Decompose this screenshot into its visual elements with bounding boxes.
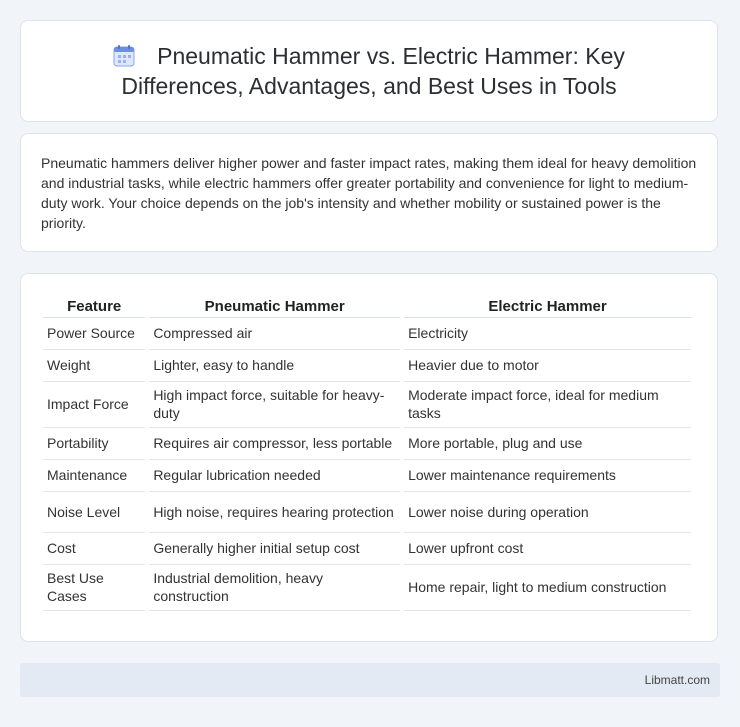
table-row <box>43 382 691 428</box>
table-row <box>43 350 691 382</box>
comparison-table-card <box>20 273 718 642</box>
electric-cell: Lower maintenance requirements <box>404 460 691 492</box>
electric-cell: Lower upfront cost <box>404 533 691 565</box>
feature-cell: Cost <box>43 533 145 565</box>
pneumatic-cell: Generally higher initial setup cost <box>149 533 400 565</box>
feature-cell: Maintenance <box>43 460 145 492</box>
pneumatic-cell: Requires air compressor, less portable <box>149 428 400 460</box>
table-row <box>43 428 691 460</box>
calendar-icon <box>113 45 135 67</box>
feature-cell: Best Use Cases <box>43 565 145 611</box>
pneumatic-cell: High noise, requires hearing protection <box>149 492 400 533</box>
title-card <box>20 20 718 122</box>
feature-cell: Power Source <box>43 318 145 350</box>
pneumatic-cell: Regular lubrication needed <box>149 460 400 492</box>
page-title <box>69 41 669 101</box>
table-row <box>43 318 691 350</box>
feature-cell: Noise Level <box>43 492 145 533</box>
comparison-table <box>39 294 695 611</box>
electric-cell: More portable, plug and use <box>404 428 691 460</box>
feature-cell: Impact Force <box>43 382 145 428</box>
table-row <box>43 492 691 533</box>
table-row <box>43 460 691 492</box>
feature-cell: Weight <box>43 350 145 382</box>
column-header-electric: Electric Hammer <box>404 294 691 318</box>
pneumatic-cell: Industrial demolition, heavy construction <box>149 565 400 611</box>
electric-cell: Lower noise during operation <box>404 492 691 533</box>
footer-site-link[interactable]: Libmatt.com <box>644 673 710 687</box>
footer <box>20 663 720 697</box>
electric-cell: Heavier due to motor <box>404 350 691 382</box>
electric-cell: Moderate impact force, ideal for medium tasks <box>404 382 691 428</box>
pneumatic-cell: High impact force, suitable for heavy-duty <box>149 382 400 428</box>
intro-paragraph: Pneumatic hammers deliver higher power and faster impact rates, making them ideal for heavy demolition and industrial tasks, while electric hammers offer greater portability and convenience for light to medium-duty work. Your choice depends on the job's intensity and whether mobility or sustained power is the priority. <box>41 155 697 231</box>
intro-card <box>20 133 718 252</box>
table-row <box>43 565 691 611</box>
electric-cell: Home repair, light to medium construction <box>404 565 691 611</box>
page-title-text: Pneumatic Hammer vs. Electric Hammer: Key Differences, Advantages, and Best Uses in Tools <box>121 43 625 99</box>
feature-cell: Portability <box>43 428 145 460</box>
column-header-feature: Feature <box>43 294 145 318</box>
column-header-pneumatic: Pneumatic Hammer <box>149 294 400 318</box>
pneumatic-cell: Compressed air <box>149 318 400 350</box>
table-row <box>43 533 691 565</box>
electric-cell: Electricity <box>404 318 691 350</box>
pneumatic-cell: Lighter, easy to handle <box>149 350 400 382</box>
table-header-row <box>43 294 691 318</box>
